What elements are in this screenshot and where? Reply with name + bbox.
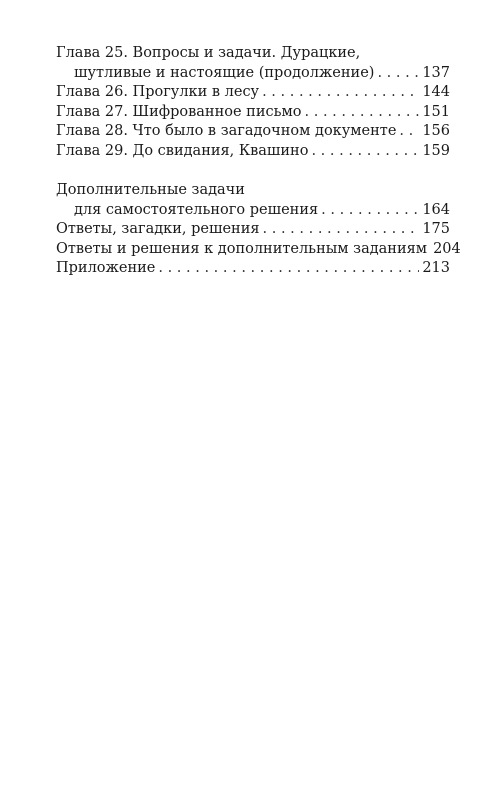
toc-page-number: 159 <box>422 142 450 159</box>
dot-leader <box>311 142 419 162</box>
dot-leader <box>321 201 419 221</box>
toc-entry-title-line1: Дополнительные задачи <box>56 182 245 198</box>
toc-entry-title: Глава 29. До свидания, Квашино <box>56 142 309 159</box>
toc-page-number: 151 <box>422 103 450 120</box>
toc-entry-chapter-28 <box>56 122 450 142</box>
toc-page-number: 204 <box>433 240 461 257</box>
toc-entry-chapter-27 <box>56 103 450 123</box>
toc-entry-title-line2: для самостоятельного решения <box>74 201 319 218</box>
table-of-contents <box>56 44 461 279</box>
toc-page-number: 213 <box>422 260 450 276</box>
toc-entry-title: Ответы, загадки, решения <box>56 221 260 237</box>
toc-entry-title: Глава 26. Прогулки в лесу <box>56 84 260 100</box>
toc-entry-title-line2: шутливые и настоящие (продолжение) <box>74 64 375 81</box>
toc-entry-title: Глава 28. Что было в загадочном документе <box>56 123 397 139</box>
toc-entry-additional-tasks <box>56 181 450 220</box>
toc-entry-title-line1: Глава 25. Вопросы и задачи. Дурацкие, <box>56 45 361 61</box>
dot-leader <box>262 83 419 103</box>
toc-page-number: 137 <box>422 64 450 81</box>
toc-entry-chapter-25 <box>56 44 450 83</box>
toc-entry-chapter-29 <box>56 142 450 162</box>
dot-leader <box>263 220 420 240</box>
section-gap <box>56 161 450 181</box>
toc-entry-title: Приложение <box>56 260 156 276</box>
dot-leader <box>158 259 419 279</box>
toc-page-number: 144 <box>422 84 450 100</box>
toc-entry-appendix <box>56 259 450 279</box>
dot-leader <box>377 64 419 84</box>
toc-entry-answers-additional <box>56 240 461 260</box>
dot-leader <box>305 103 420 123</box>
toc-page-number: 175 <box>422 221 450 237</box>
toc-page-number: 156 <box>422 123 450 139</box>
toc-entry-title: Ответы и решения к дополнительным заданиям <box>56 240 428 257</box>
toc-entry-title: Глава 27. Шифрованное письмо <box>56 103 302 120</box>
toc-entry-answers <box>56 220 450 240</box>
toc-page-number: 164 <box>422 201 450 218</box>
toc-entry-chapter-26 <box>56 83 450 103</box>
dot-leader <box>399 122 419 142</box>
